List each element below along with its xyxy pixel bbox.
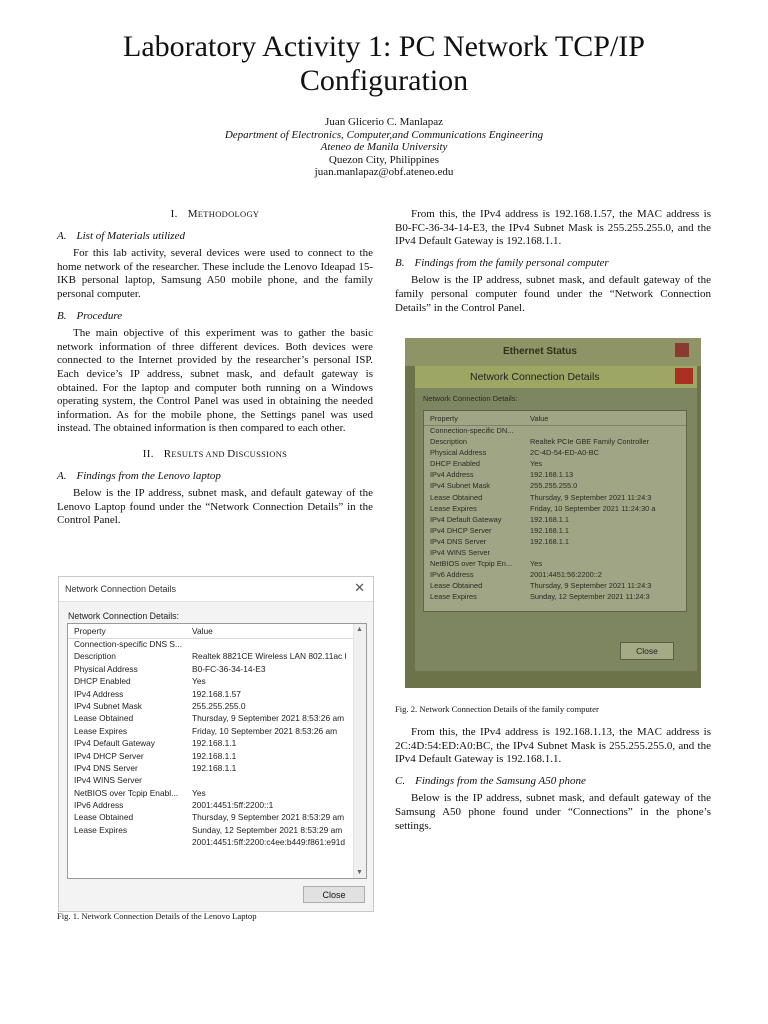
row-value: Sunday, 12 September 2021 8:53:29 am — [192, 824, 343, 835]
table-row[interactable] — [424, 437, 686, 448]
row-property: IPv6 Address — [74, 800, 124, 811]
table-row[interactable] — [68, 800, 366, 812]
row-property: Lease Obtained — [74, 713, 134, 724]
close-button[interactable]: Close — [303, 886, 365, 903]
author-name: Juan Glicerio C. Manlapaz — [325, 116, 443, 128]
row-property: DHCP Enabled — [430, 459, 480, 469]
table-row[interactable] — [68, 713, 366, 725]
figure-1-dialog — [58, 576, 374, 912]
row-property: IPv4 Subnet Mask — [74, 700, 142, 711]
row-property: NetBIOS over Tcpip En... — [430, 559, 513, 569]
dialog-titlebar — [59, 577, 373, 602]
row-property: IPv4 DNS Server — [430, 536, 487, 546]
row-value: Thursday, 9 September 2021 11:24:3 — [530, 581, 652, 591]
section-heading-results — [57, 448, 373, 462]
close-icon[interactable]: ✕ — [354, 580, 365, 595]
table-row[interactable] — [424, 559, 686, 570]
row-property: IPv4 Default Gateway — [74, 738, 155, 749]
table-row[interactable] — [68, 738, 366, 750]
row-property: IPv4 Default Gateway — [430, 514, 502, 524]
table-row[interactable] — [68, 763, 366, 775]
row-property: Lease Expires — [430, 503, 477, 513]
subheading-title: Findings from the Samsung A50 phone — [415, 774, 586, 787]
table-row[interactable] — [424, 426, 686, 437]
row-value: Yes — [192, 676, 206, 687]
author-university: Ateneo de Manila University — [320, 141, 448, 153]
author-location: Quezon City, Philippines — [328, 153, 440, 166]
row-property: Lease Expires — [74, 725, 128, 736]
table-row[interactable] — [424, 470, 686, 481]
row-property: Lease Expires — [74, 824, 128, 835]
table-row[interactable] — [68, 825, 366, 837]
list-rows — [424, 426, 686, 604]
row-property: IPv4 Address — [74, 688, 124, 699]
subheading-title: Procedure — [76, 309, 123, 322]
table-row[interactable] — [68, 701, 366, 713]
heading-initial: R — [163, 447, 172, 460]
list-header — [424, 411, 686, 426]
paper-title: Laboratory Activity 1: PC Network TCP/IP Configuration — [123, 30, 645, 97]
row-value: 192.168.1.1 — [192, 738, 237, 749]
row-value: 192.168.1.1 — [530, 514, 570, 524]
row-value: 2C-4D-54-ED-A0-BC — [530, 448, 599, 458]
row-value: Yes — [192, 787, 206, 798]
table-row[interactable] — [424, 459, 686, 470]
row-value: Yes — [530, 559, 543, 569]
author-block — [60, 116, 708, 179]
paragraph-family-pc-findings: From this, the IPv4 address is 192.168.1.13, the MAC address is 2C:4D:54:ED:A0:BC, the IPv4 Subnet Mask is 255.255.255.0, and the IPv4 Default Gateway is 192.168.1.1. — [395, 726, 711, 766]
subheading-materials — [57, 230, 373, 244]
subheading-samsung — [395, 775, 711, 789]
section-number: II. — [142, 447, 154, 460]
row-property: Description — [74, 651, 116, 662]
subheading-letter: A. — [57, 469, 67, 482]
heading-initial: M — [187, 208, 198, 220]
row-value: 2001:4451:5ff:2200:c4ee:b449:f861:e91d — [192, 837, 346, 848]
close-icon — [675, 368, 693, 384]
table-row[interactable] — [424, 592, 686, 603]
row-value: Thursday, 9 September 2021 8:53:26 am — [192, 713, 345, 724]
row-property: IPv4 DNS Server — [74, 762, 138, 773]
table-row[interactable] — [424, 526, 686, 537]
row-property: Lease Obtained — [430, 492, 483, 502]
paragraph-family-pc-intro: Below is the IP address, subnet mask, and default gateway of the family personal computer found under the “Network Connection Details” in the Control Panel. — [395, 274, 711, 314]
scroll-down-icon[interactable]: ▼ — [356, 869, 363, 876]
row-value: 192.168.1.1 — [192, 750, 237, 761]
subheading-letter: A. — [57, 229, 67, 242]
ethernet-status-title: Ethernet Status — [503, 346, 577, 357]
table-row[interactable] — [424, 570, 686, 581]
ethernet-status-titlebar — [405, 338, 701, 366]
table-row[interactable] — [424, 581, 686, 592]
subheading-family-pc — [395, 257, 711, 271]
subheading-procedure — [57, 310, 373, 324]
row-property: IPv4 DHCP Server — [430, 525, 492, 535]
row-property: Lease Expires — [430, 592, 477, 602]
row-value: Thursday, 9 September 2021 8:53:29 am — [192, 812, 345, 823]
table-row[interactable] — [424, 515, 686, 526]
column-header-property[interactable]: Property — [74, 626, 106, 636]
table-row[interactable] — [424, 481, 686, 492]
heading-initial: D — [227, 447, 236, 460]
row-value: 192.168.1.57 — [192, 688, 241, 699]
photo-dialog-titlebar — [415, 366, 697, 388]
table-row[interactable] — [68, 676, 366, 688]
table-row[interactable] — [424, 537, 686, 548]
table-row[interactable] — [68, 837, 366, 849]
row-value: 192.168.1.1 — [530, 525, 570, 535]
scrollbar[interactable] — [353, 624, 366, 878]
table-row[interactable] — [68, 775, 366, 787]
row-value: 192.168.1.1 — [530, 536, 570, 546]
paragraph-lenovo-findings: From this, the IPv4 address is 192.168.1.57, the MAC address is B0-FC-36-34-14-E3, the IPv4 Subnet Mask is 255.255.255.0, and the IPv4 Default Gateway is 192.168.1.1. — [395, 208, 711, 248]
figure-1-caption: Fig. 1. Network Connection Details of the Lenovo Laptop — [57, 911, 257, 921]
row-property: Description — [430, 437, 467, 447]
table-row[interactable] — [68, 639, 366, 651]
dialog-title: Network Connection Details — [65, 584, 177, 594]
row-property: IPv4 DHCP Server — [74, 750, 144, 761]
details-label: Network Connection Details: — [68, 611, 179, 621]
table-row[interactable] — [424, 504, 686, 515]
row-property: IPv4 WINS Server — [430, 548, 490, 558]
subheading-title: List of Materials utilized — [76, 229, 185, 242]
figure-2-photo — [405, 338, 701, 688]
row-value: Realtek PCIe GBE Family Controller — [530, 437, 650, 447]
author-department: Department of Electronics, Computer,and Communications Engineering — [224, 128, 544, 141]
close-icon — [675, 343, 689, 357]
table-row[interactable] — [68, 726, 366, 738]
author-email[interactable]: juan.manlapaz@obf.ateneo.edu — [314, 166, 454, 178]
row-property: Physical Address — [430, 448, 487, 458]
column-header-property: Property — [430, 414, 458, 423]
photo-details-list — [423, 410, 687, 612]
paragraph-materials: For this lab activity, several devices were used to connect to the home network of the researcher. These include the Lenovo Ideapad 15-IKB personal laptop, Samsung A50 mobile phone, and the family personal computer. — [57, 247, 373, 300]
table-row[interactable] — [68, 751, 366, 763]
subheading-letter: C. — [395, 774, 406, 787]
paragraph-lenovo-intro: Below is the IP address, subnet mask, and default gateway of the Lenovo Laptop found under the “Network Connection Details” in the Control Panel. — [57, 487, 373, 527]
table-row[interactable] — [68, 788, 366, 800]
row-property: IPv4 Address — [430, 470, 474, 480]
photo-dialog — [415, 366, 697, 671]
row-property: Connection-specific DN... — [430, 426, 514, 435]
list-header — [68, 624, 366, 639]
heading-rest: ESULTS AND — [171, 448, 228, 459]
table-row[interactable] — [68, 689, 366, 701]
subheading-letter: B. — [57, 309, 67, 322]
table-row[interactable] — [424, 548, 686, 559]
row-value: Friday, 10 September 2021 11:24:30 a — [530, 503, 656, 513]
section-number: I. — [170, 208, 178, 220]
photo-details-label: Network Connection Details: — [423, 394, 518, 403]
row-property: IPv6 Address — [430, 570, 474, 580]
heading-rest: ISCUSSIONS — [235, 448, 288, 459]
row-value: 255.255.255.0 — [530, 481, 578, 491]
table-row[interactable] — [424, 448, 686, 459]
right-column-top — [395, 208, 711, 323]
right-column-bottom — [395, 726, 711, 841]
photo-close-button: Close — [620, 642, 674, 660]
row-value: 2001:4451:5ff:2200::1 — [192, 800, 274, 811]
column-header-value: Value — [530, 414, 549, 423]
row-value: Sunday, 12 September 2021 11:24:3 — [530, 592, 650, 602]
row-property: Physical Address — [74, 663, 138, 674]
row-value: 255.255.255.0 — [192, 700, 246, 711]
table-row[interactable] — [68, 651, 366, 663]
row-value: Thursday, 9 September 2021 11:24:3 — [530, 492, 652, 502]
row-property: IPv4 WINS Server — [74, 775, 142, 786]
heading-rest: ETHODOLOGY — [197, 209, 260, 219]
details-list[interactable] — [67, 623, 367, 879]
photo-dialog-title: Network Connection Details — [470, 371, 600, 383]
subheading-title: Findings from the family personal computer — [414, 256, 609, 269]
row-value: Realtek 8821CE Wireless LAN 802.11ac I — [192, 651, 347, 662]
row-property: IPv4 Subnet Mask — [430, 481, 490, 491]
row-property: Connection-specific DNS S... — [74, 639, 182, 649]
row-property: Lease Obtained — [74, 812, 134, 823]
section-heading-methodology — [57, 208, 373, 222]
row-value: 192.168.1.1 — [192, 762, 237, 773]
subheading-lenovo — [57, 470, 373, 484]
scroll-up-icon[interactable]: ▲ — [356, 626, 363, 633]
table-row[interactable] — [68, 664, 366, 676]
row-value: B0-FC-36-34-14-E3 — [192, 663, 266, 674]
subheading-letter: B. — [395, 256, 405, 269]
list-rows — [68, 639, 366, 850]
row-value: 2001:4451:56:2200::2 — [530, 570, 602, 580]
subheading-title: Findings from the Lenovo laptop — [76, 469, 221, 482]
row-value: 192.168.1.13 — [530, 470, 574, 480]
figure-2-caption: Fig. 2. Network Connection Details of the family computer — [395, 704, 599, 714]
row-property: Lease Obtained — [430, 581, 483, 591]
column-header-value[interactable]: Value — [192, 626, 213, 636]
left-column — [57, 208, 373, 536]
row-property: NetBIOS over Tcpip Enabl... — [74, 787, 179, 798]
paragraph-procedure: The main objective of this experiment was to gather the basic network information of three different devices. Both devices were connected to the Internet provided by the researcher’s personal ISP. Each device’s IP address, subnet mask, and default gateway is obtained. For the laptop and computer both running on a Windows operating system, the Control Panel was used in obtaining the needed information. As for the mobile phone, the Settings panel was used instead. The obtained information is then compared to each other. — [57, 327, 373, 435]
paragraph-samsung-intro: Below is the IP address, subnet mask, and default gateway of the Samsung A50 phone found under “Connections” in the phone’s settings. — [395, 792, 711, 832]
table-row[interactable] — [424, 493, 686, 504]
table-row[interactable] — [68, 812, 366, 824]
row-value: Yes — [530, 459, 543, 469]
row-property: DHCP Enabled — [74, 676, 131, 687]
row-value: Friday, 10 September 2021 8:53:26 am — [192, 725, 338, 736]
